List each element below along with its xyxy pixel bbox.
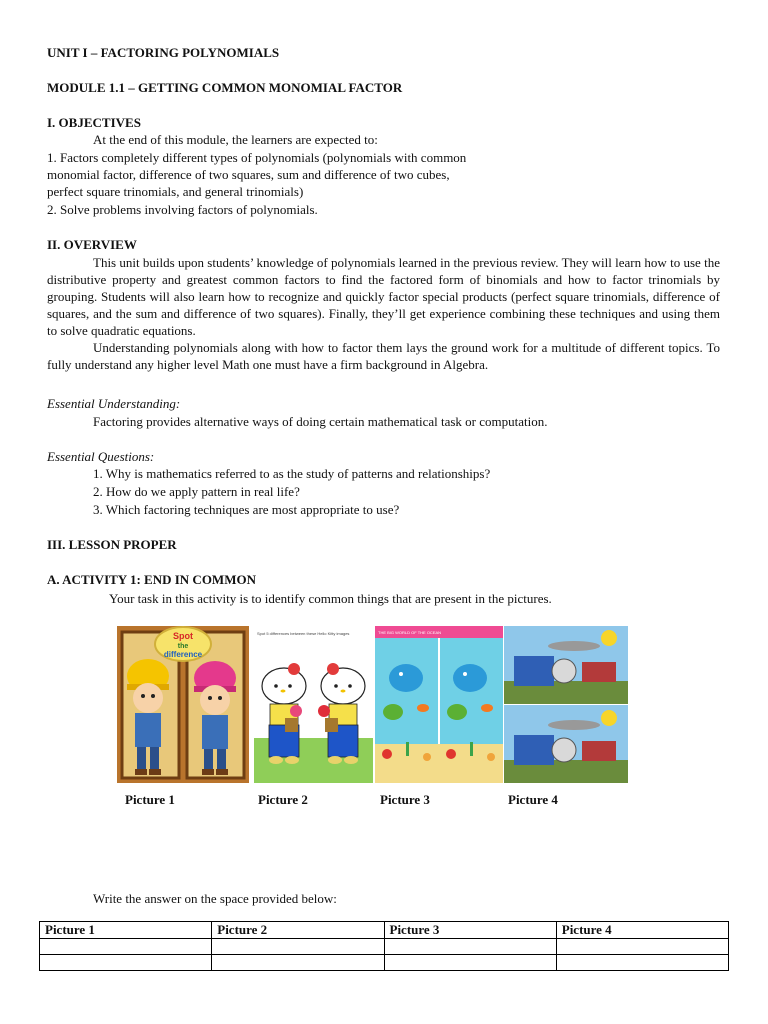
- activity-heading: A. ACTIVITY 1: END IN COMMON: [47, 572, 256, 587]
- essential-understanding-text: Factoring provides alternative ways of doing certain mathematical task or computation.: [93, 414, 548, 429]
- write-instruction: Write the answer on the space provided below:: [93, 891, 337, 906]
- objective-item-1-line-1: 1. Factors completely different types of polynomials (polynomials with common: [47, 150, 467, 165]
- essential-questions-heading: Essential Questions:: [47, 449, 155, 464]
- essential-question-1: 1. Why is mathematics referred to as the study of patterns and relationships?: [93, 466, 491, 481]
- picture-1-title-line-3: difference: [163, 650, 203, 659]
- answer-table-row: [40, 955, 729, 971]
- answer-table-header-cell: Picture 2: [212, 922, 384, 939]
- picture-4-label: Picture 4: [508, 792, 558, 807]
- picture-2-image: [254, 626, 373, 783]
- picture-2-label: Picture 2: [258, 792, 308, 807]
- picture-2-caption: Spot 5 differences between these Hello Kitty images: [257, 631, 350, 636]
- answer-table-header-row: [40, 922, 729, 939]
- objective-item-2: 2. Solve problems involving factors of polynomials.: [47, 202, 318, 217]
- picture-4-image: [504, 626, 628, 783]
- answer-table-header-cell: Picture 3: [384, 922, 556, 939]
- overview-paragraph-2: Understanding polynomials along with how to factor them lays the ground work for a multitude of different topics. To fully understand any higher level Math one must have a firm background in Algebra.: [47, 340, 720, 372]
- answer-cell[interactable]: [40, 955, 212, 971]
- essential-question-3: 3. Which factoring techniques are most appropriate to use?: [93, 502, 400, 517]
- answer-cell[interactable]: [212, 955, 384, 971]
- module-title: MODULE 1.1 – GETTING COMMON MONOMIAL FACTOR: [47, 80, 403, 95]
- answer-cell[interactable]: [384, 955, 556, 971]
- essential-question-2: 2. How do we apply pattern in real life?: [93, 484, 300, 499]
- answer-table-header-cell: Picture 1: [40, 922, 212, 939]
- objectives-intro: At the end of this module, the learners are expected to:: [93, 132, 378, 147]
- answer-table-header-cell: Picture 4: [556, 922, 728, 939]
- overview-body: [47, 254, 720, 373]
- overview-heading: II. OVERVIEW: [47, 237, 137, 252]
- picture-1-title-line-1: Spot: [173, 631, 193, 641]
- answer-cell[interactable]: [40, 939, 212, 955]
- picture-3-image: [375, 626, 503, 783]
- answer-table: [39, 921, 729, 971]
- answer-cell[interactable]: [212, 939, 384, 955]
- picture-3-label: Picture 3: [380, 792, 430, 807]
- objective-item-1-line-2: monomial factor, difference of two squares, sum and difference of two cubes,: [47, 167, 450, 182]
- answer-table-row: [40, 939, 729, 955]
- objectives-heading: I. OBJECTIVES: [47, 115, 141, 130]
- unit-title: UNIT I – FACTORING POLYNOMIALS: [47, 45, 280, 60]
- answer-cell[interactable]: [556, 939, 728, 955]
- overview-paragraph-1: This unit builds upon students’ knowledge of polynomials learned in the previous review. They will learn how to use the distributive property and greatest common factors to find the factored form of binomials and how to factor trinomials by grouping. Students will also learn how to recognize and quickly factor special products (perfect square trinomials, difference of squares, and the sum and difference of two squares). Finally, they’ll get experience combining these techniques and using them to solve quadratic equations.: [47, 255, 720, 338]
- lesson-proper-heading: III. LESSON PROPER: [47, 537, 177, 552]
- picture-1-image: [117, 626, 249, 783]
- essential-understanding-heading: Essential Understanding:: [47, 396, 181, 411]
- objective-item-1-line-3: perfect square trinomials, and general trinomials): [47, 184, 304, 199]
- activity-instruction: Your task in this activity is to identify common things that are present in the pictures.: [109, 591, 552, 606]
- picture-3-banner: THE BIG WORLD OF THE OCEAN: [378, 630, 442, 635]
- picture-1-label: Picture 1: [125, 792, 175, 807]
- answer-cell[interactable]: [384, 939, 556, 955]
- picture-1-title-line-2: the: [177, 643, 189, 650]
- answer-cell[interactable]: [556, 955, 728, 971]
